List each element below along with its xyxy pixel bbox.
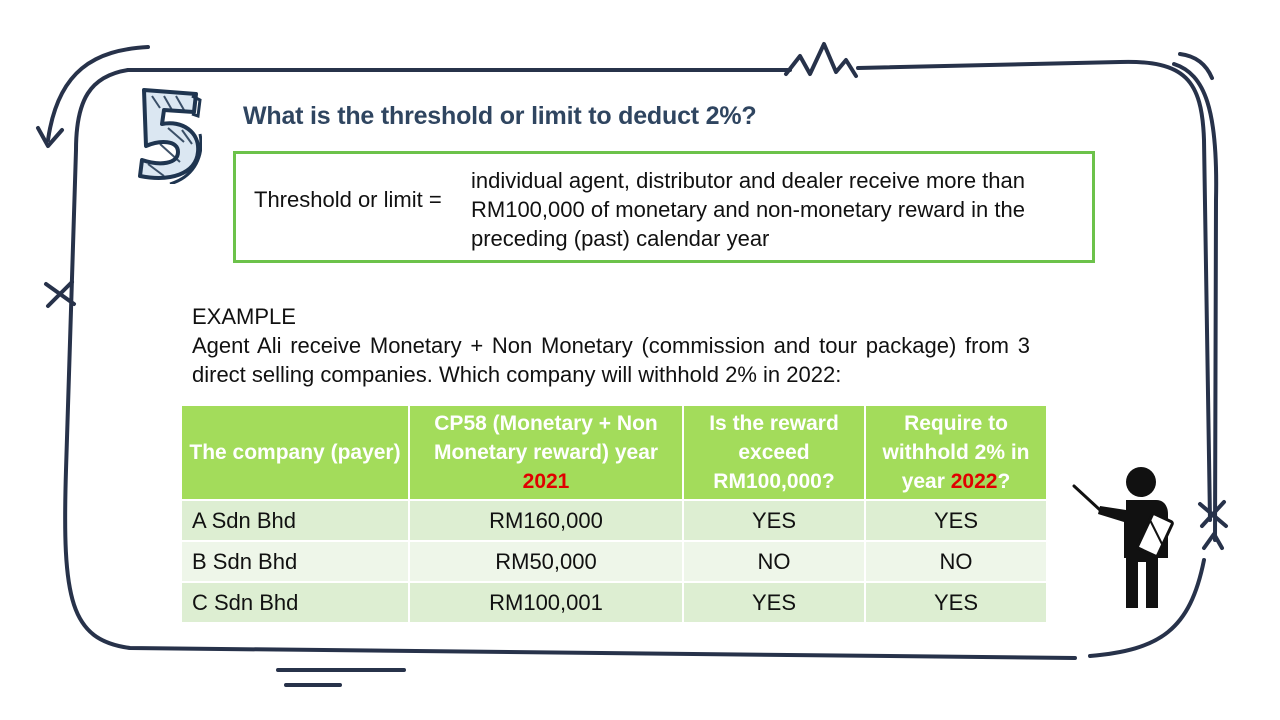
cell-cp58: RM160,000: [409, 500, 683, 541]
header-cp58: CP58 (Monetary + Non Monetary reward) year 2021: [409, 406, 683, 500]
cell-withhold: YES: [865, 582, 1046, 622]
table-row: [182, 582, 1046, 622]
page-title: What is the threshold or limit to deduct 2%?: [243, 102, 757, 130]
cell-exceed: YES: [683, 500, 865, 541]
cell-company: A Sdn Bhd: [182, 500, 409, 541]
header-withhold: Require to withhold 2% in year 2022?: [865, 406, 1046, 500]
definition-label: Threshold or limit =: [254, 187, 442, 212]
company-comparison-table: [182, 406, 1046, 622]
header-cp58-year: 2021: [522, 470, 570, 493]
example-description: Agent Ali receive Monetary + Non Monetary (commission and tour package) from 3 direct selling companies. Which company will withhold 2% in 2022:: [192, 333, 1030, 387]
table-row: [182, 541, 1046, 582]
sketch-number-5-icon: [130, 84, 202, 184]
example-heading: EXAMPLE: [192, 304, 296, 329]
definition-text: individual agent, distributor and dealer receive more than RM100,000 of monetary and non-monetary reward in the preceding (past) calendar year: [471, 168, 1025, 251]
definition-box: [233, 151, 1095, 263]
cell-company: B Sdn Bhd: [182, 541, 409, 582]
cell-exceed: NO: [683, 541, 865, 582]
header-exceed: Is the reward exceed RM100,000?: [683, 406, 865, 500]
cell-withhold: NO: [865, 541, 1046, 582]
presenter-with-pointer-icon: [1068, 462, 1188, 612]
cell-cp58: RM100,001: [409, 582, 683, 622]
example-block: [192, 302, 1030, 389]
header-company: The company (payer): [182, 406, 409, 500]
table-row: [182, 500, 1046, 541]
header-withhold-year: 2022: [950, 470, 998, 493]
table-header-row: [182, 406, 1046, 500]
cell-exceed: YES: [683, 582, 865, 622]
cell-withhold: YES: [865, 500, 1046, 541]
cell-company: C Sdn Bhd: [182, 582, 409, 622]
cell-cp58: RM50,000: [409, 541, 683, 582]
